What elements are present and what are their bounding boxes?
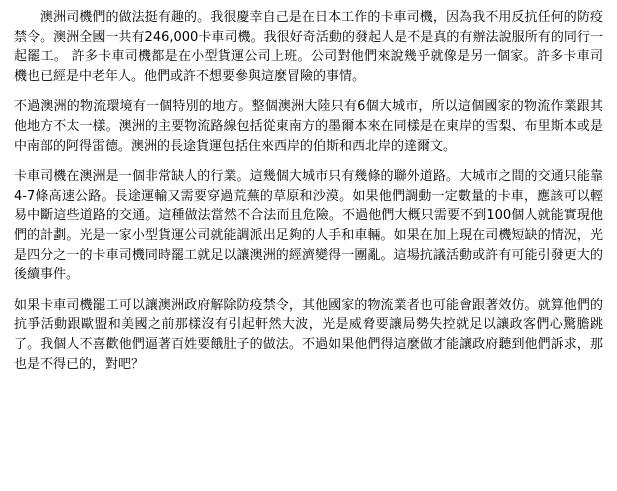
paragraph-4: 如果卡車司機罷工可以讓澳洲政府解除防疫禁令，其他國家的物流業者也可能會跟著效仿。就算他們的抗爭活動跟歐盟和美國之前那樣沒有引起軒然大波，光是威脅要讓局勢失控就足以讓政客們心驚膽跳了。我個人不喜歡他們逼著百姓要餓肚子的做法。不過如果他們得這麼做才能讓政府聽到他們訴求，那也是不得已的，對吧？: [14, 297, 603, 372]
paragraph-2: 不過澳洲的物流環境有一個特別的地方。整個澳洲大陸只有6個大城市，所以這個國家的物流作業跟其他地方不太一樣。澳洲的主要物流路線包括從東南方的墨爾本來在同樣是在東岸的雪梨、布里斯本或是中南部的阿得雷德。澳洲的長途貨運包括住來西岸的伯斯和西北岸的達爾文。: [14, 99, 603, 154]
paragraph-1: 澳洲司機們的做法挺有趣的。我很慶幸自己是在日本工作的卡車司機，因為我不用反抗任何的防疫禁令。澳洲全國一共有246,000卡車司機。我很好奇活動的發起人是不是真的有辦法說服所有的同行一起罷工。 許多卡車司機都是在小型貨運公司上班。公司對他們來說幾乎就像是另一個家。許多卡車司機也已經是中老年人。他們或許不想要參與這麼冒險的事情。: [14, 10, 603, 84]
paragraph-3: 卡車司機在澳洲是一個非常缺人的行業。這幾個大城市只有幾條的聯外道路。大城市之間的交通只能靠4-7條高速公路。長途運輸又需要穿過荒蕪的草原和沙漠。如果他們調動一定數量的卡車，應該可以輕易中斷這些道路的交通。這種做法當然不合法而且危險。不過他們大概只需要不到100個人就能實現他們的計劃。光是一家小型貨運公司就能調派出足夠的人手和車輛。如果在加上現在司機短缺的情況，光是四分之一的卡車司機同時罷工就足以讓澳洲的經濟變得一團亂。這場抗議活動或許有可能引發更大的後續事件。: [14, 169, 603, 283]
